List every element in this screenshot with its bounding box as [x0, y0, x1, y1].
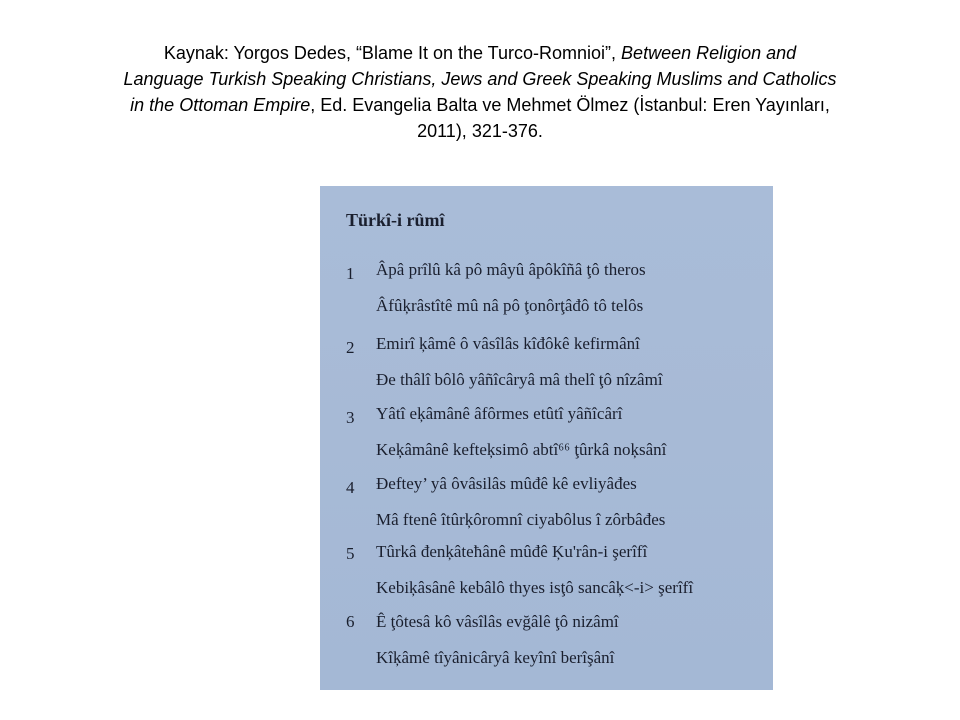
poem-line: Đeftey’ yâ ôvâsilâs mûđê kê evliyâđes: [376, 474, 637, 493]
citation-caption: [40, 40, 920, 144]
caption-book-title-part-2: Language Turkish Speaking Christians, Jews and Greek Speaking Muslims and Catholics: [123, 69, 837, 89]
poem-line: Âpâ prîlû kâ pô mâyû âpôkîñâ ţô theros: [376, 260, 646, 279]
stanza-number: 3: [346, 408, 355, 427]
stanza-number: 4: [346, 478, 355, 497]
poem-line: Mâ ftenê îtûrķôromnî ciyabôlus î zôrbâđes: [376, 510, 666, 529]
poem-line: Ê ţôtesâ kô vâsîlâs evğâlê ţô nizâmî: [376, 612, 619, 631]
poem-line: Âfûķrâstîtê mû nâ pô ţonôrţâđô tô telôs: [376, 296, 644, 315]
poem-line: Keķâmânê kefteķsimô abtî⁶⁶ ţûrkâ noķsânî: [376, 440, 667, 459]
poem-line: Tûrkâ đenķâteħânê mûđê Ķu'rân-i şerîfî: [376, 542, 648, 561]
stanza-number: 2: [346, 338, 355, 357]
stanza-number: 5: [346, 544, 355, 563]
poem-line: Kîķâmê tîyânicâryâ keyînî berîşânî: [376, 648, 615, 667]
caption-line-2: [40, 66, 920, 92]
poem-line: Yâtî eķâmânê âfôrmes etûtî yâñîcârî: [376, 404, 623, 423]
poem-heading: Türkî-i rûmî: [346, 210, 445, 230]
caption-book-title-part-3: in the Ottoman Empire: [130, 95, 311, 115]
caption-line-1: [40, 40, 920, 66]
stanza-number: 1: [346, 264, 355, 283]
stanza-number: 6: [346, 612, 355, 631]
caption-line-3: [40, 92, 920, 118]
caption-book-title-part-1: Between Religion and: [621, 43, 797, 63]
caption-editors: , Ed. Evangelia Balta ve Mehmet Ölmez (İstanbul: Eren Yayınları,: [310, 95, 830, 115]
caption-line-4: [40, 118, 920, 144]
caption-pages: 2011), 321-376.: [417, 121, 543, 141]
poem-line: Đe thâlî bôlô yâñîcâryâ mâ thelî ţô nîzâmî: [376, 370, 663, 389]
book-page-photo: [320, 186, 773, 690]
caption-prefix: Kaynak: Yorgos Dedes, “Blame It on the Turco-Romnioi”,: [163, 43, 622, 63]
poem-line: Emirî ķâmê ô vâsîlâs kîđôkê kefirmânî: [376, 334, 640, 353]
poem-line: Kebiķâsânê kebâlô thyes isţô sancâķ<-i> şerîfî: [376, 578, 694, 597]
